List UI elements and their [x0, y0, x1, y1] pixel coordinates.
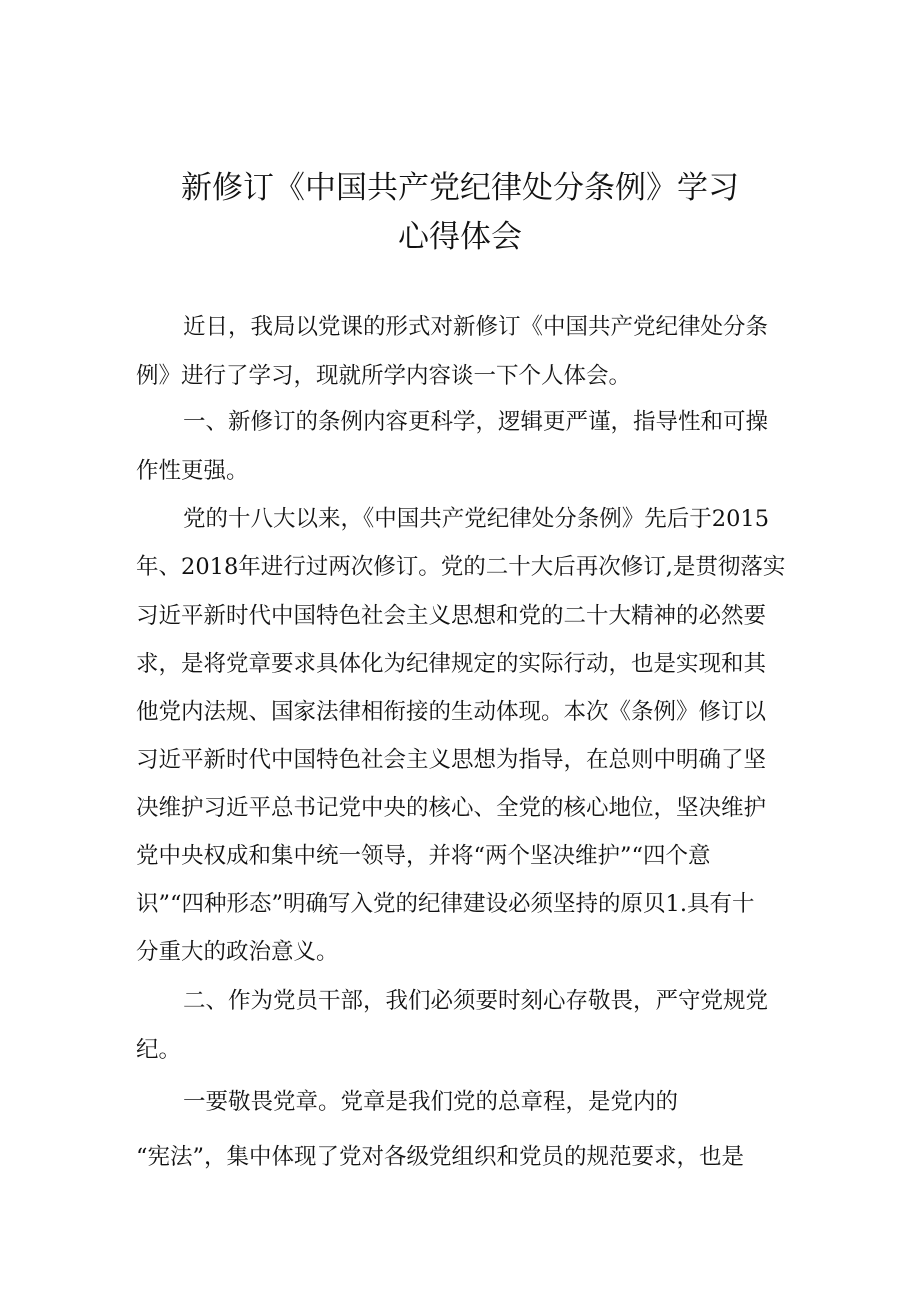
doc-title-line-2: 心得体会	[398, 219, 522, 255]
section-heading-2: 二、作为党员干部，我们必须要时刻心存敬畏，严守党规党	[183, 988, 769, 1014]
body-line: 党中央权成和集中统一领导，并将“两个坚决维护”“四个意	[136, 843, 711, 869]
body-line: 分重大的政治意义。	[136, 939, 339, 965]
body-line: 近日，我局以党课的形式对新修订《中国共产党纪律处分条	[183, 314, 769, 340]
body-line: 习近平新时代中国特色社会主义思想为指导，在总则中明确了坚	[136, 747, 767, 773]
body-line: 习近平新时代中国特色社会主义思想和党的二十大精神的必然要	[136, 603, 767, 629]
body-line: 党的十八大以来，《中国共产党纪律处分条例》先后于2015	[183, 506, 770, 532]
body-line: 一要敬畏党章。党章是我们党的总章程，是党内的	[183, 1089, 679, 1115]
body-line: 他党内法规、国家法律相衔接的生动体现。本次《条例》修订以	[136, 699, 767, 725]
body-line: “宪法”，集中体现了党对各级党组织和党员的规范要求，也是	[136, 1144, 745, 1170]
body-line: 识”“四种形态”明确写入党的纪律建设必须坚持的原贝1.具有十	[136, 891, 755, 917]
body-line: 例》进行了学习，现就所学内容谈一下个人体会。	[136, 363, 632, 389]
section-heading-2-cont: 纪。	[136, 1037, 182, 1063]
doc-title-line-1: 新修订《中国共产党纪律处分条例》学习	[181, 170, 739, 206]
section-heading-1-cont: 作性更强。	[136, 458, 249, 484]
body-line: 求，是将党章要求具体化为纪律规定的实际行动，也是实现和其	[136, 651, 767, 677]
body-line: 决维护习近平总书记党中央的核心、全党的核心地位，坚决维护	[136, 795, 767, 821]
body-line: 年、2018年进行过两次修订。党的二十大后再次修订,是贯彻落实	[136, 554, 786, 580]
section-heading-1: 一、新修订的条例内容更科学，逻辑更严谨，指导性和可操	[183, 409, 769, 435]
